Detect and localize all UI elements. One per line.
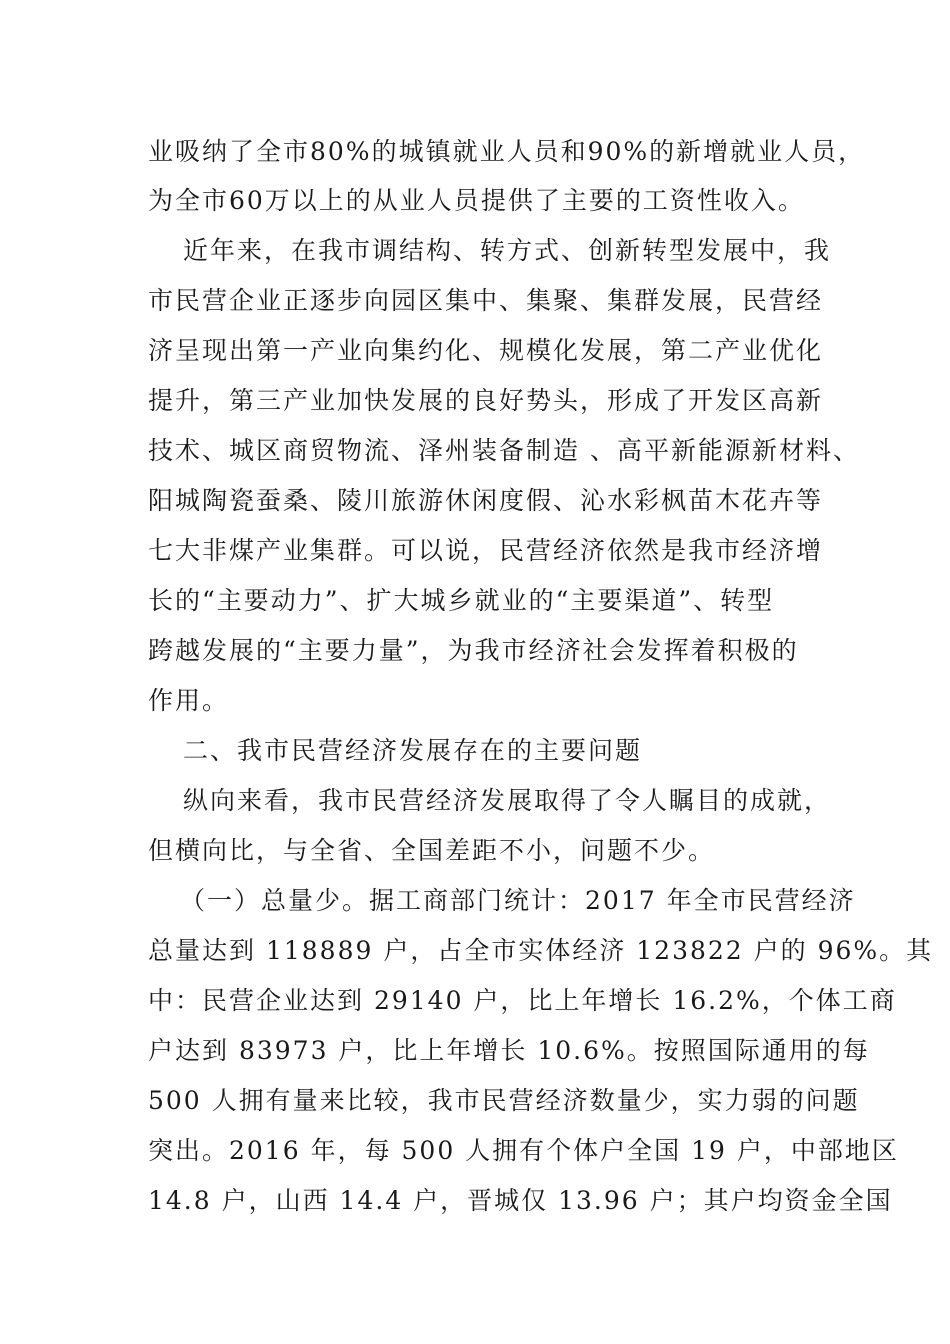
text-line-21: 突出。2016 年，每 500 人拥有个体户全国 19 户，中部地区 (148, 1136, 899, 1165)
text-line-15: 但横向比，与全省、全国差距不小，问题不少。 (148, 836, 716, 865)
text-line-3: 近年来，在我市调结构、转方式、创新转型发展中，我 (183, 236, 832, 265)
text-line-9: 七大非煤产业集群。可以说，民营经济依然是我市经济增 (148, 536, 824, 565)
text-line-6: 提升，第三产业加快发展的良好势头，形成了开发区高新 (148, 386, 824, 415)
text-line-1: 业吸纳了全市80%的城镇就业人员和90%的新增就业人员， (148, 137, 866, 166)
text-line-11: 跨越发展的“主要力量”，为我市经济社会发挥着积极的 (148, 636, 799, 665)
text-line-2: 为全市60万以上的从业人员提供了主要的工资性收入。 (148, 186, 805, 215)
text-line-22: 14.8 户，山西 14.4 户，晋城仅 13.96 户；其户均资金全国 (148, 1186, 893, 1215)
text-line-14: 纵向来看，我市民营经济发展取得了令人瞩目的成就， (183, 786, 832, 815)
text-line-18: 中：民营企业达到 29140 户，比上年增长 16.2%，个体工商 (148, 986, 897, 1015)
text-line-19: 户达到 83973 户，比上年增长 10.6%。按照国际通用的每 (148, 1036, 870, 1065)
text-line-12: 作用。 (148, 686, 230, 715)
text-line-7: 技术、城区商贸物流、泽州装备制造 、高平新能源新材料、 (148, 436, 860, 465)
text-line-17: 总量达到 118889 户，占全市实体经济 123822 户的 96%。其 (148, 936, 934, 965)
text-line-16: （一）总量少。据工商部门统计：2017 年全市民营经济 (180, 886, 856, 915)
text-line-20: 500 人拥有量来比较，我市民营经济数量少，实力弱的问题 (148, 1086, 860, 1115)
text-line-4: 市民营企业正逐步向园区集中、集聚、集群发展，民营经 (148, 286, 824, 315)
section-heading: 二、我市民营经济发展存在的主要问题 (183, 736, 643, 765)
text-line-8: 阳城陶瓷蚕桑、陵川旅游休闲度假、沁水彩枫苗木花卉等 (148, 486, 824, 515)
text-line-10: 长的“主要动力”、扩大城乡就业的“主要渠道”、转型 (148, 586, 775, 615)
text-line-5: 济呈现出第一产业向集约化、规模化发展，第二产业优化 (148, 336, 824, 365)
